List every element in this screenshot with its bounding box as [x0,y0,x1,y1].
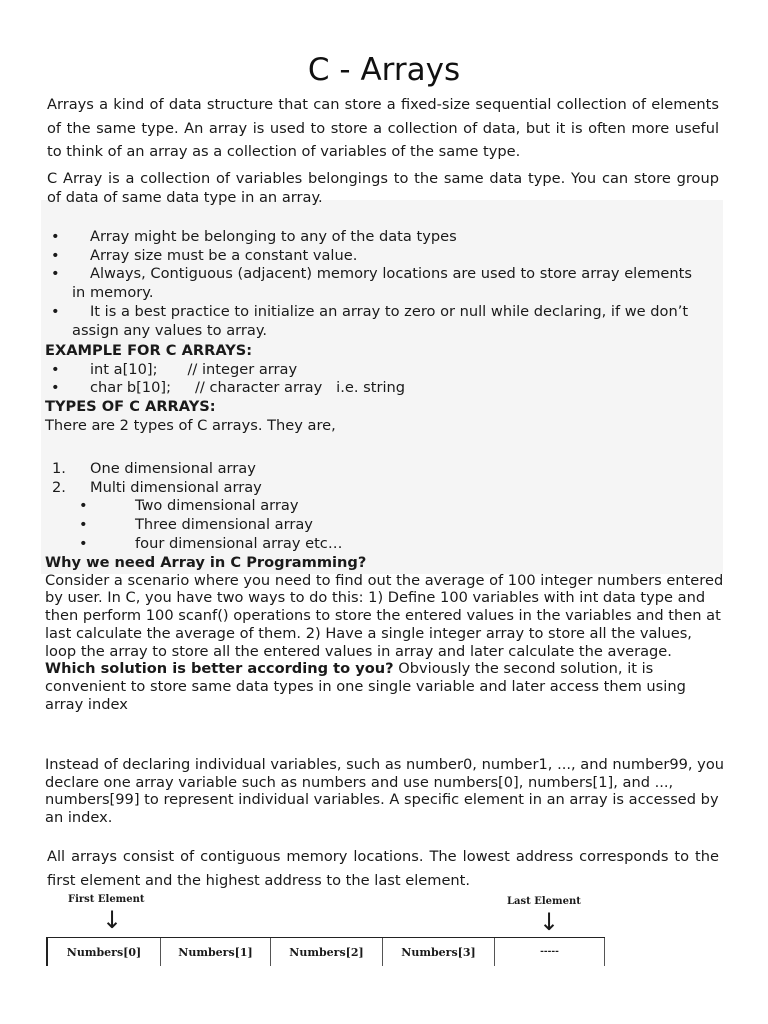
properties-list [45,228,725,340]
list-item: 1. One dimensional array [52,460,256,477]
list-item: • It is a best practice to initialize an array to zero or null while declaring, if we don’t [51,302,689,320]
types-heading: TYPES OF C ARRAYS: [45,398,216,416]
first-element-label: First Element [68,894,145,905]
last-element-label: Last Element [507,896,581,907]
list-item: • Array might be belonging to any of the data types [51,228,457,245]
code-comment: // integer array [187,360,298,378]
instead-paragraph: Instead of declaring individual variables, such as number0, number1, ..., and number99, you declare one array variable such as numbers and use numbers[0], numbers[1], and ..., numbers[99] to represent individual variables. A specific element in an array is accessed by an index. [45,756,724,827]
down-arrow-icon: ↓ [539,908,560,936]
array-cell: Numbers[0] [48,938,161,966]
list-item-continuation: in memory. [72,284,154,302]
sub-list-item: • Two dimensional array [79,497,299,515]
list-item: 2. Multi dimensional array [52,478,262,496]
list-item: • Always, Contiguous (adjacent) memory locations are used to store array elements [51,265,692,283]
array-cell: Numbers[3] [383,938,495,966]
sub-list-item: • Three dimensional array [79,516,313,534]
code-comment: // character array i.e. string [195,379,406,397]
example-heading: EXAMPLE FOR C ARRAYS: [45,342,253,359]
list-item: • char b[10]; // character array i.e. string [51,379,406,397]
contiguous-paragraph: All arrays consist of contiguous memory locations. The lowest address corresponds to the first element and the highest address to the last element. [47,848,719,889]
c-array-definition: C Array is a collection of variables belongings to the same data type. You can store group of data of same data type in an array. [47,170,719,206]
array-cells [46,937,605,966]
types-intro: There are 2 types of C arrays. They are, [45,416,336,434]
code-snippet: char b[10]; [90,379,171,397]
code-snippet: int a[10]; [90,360,158,378]
better-question: Which solution is better according to you? [45,660,394,678]
better-paragraph [45,660,725,713]
list-item-continuation: assign any values to array. [72,321,268,339]
why-heading: Why we need Array in C Programming? [45,554,367,571]
array-cell: ----- [495,938,605,966]
better-answer: Obviously the second solution, it is convenient to store same data types in one single variable and later access them using array index [45,660,686,713]
down-arrow-icon: ↓ [102,906,123,934]
array-cell: Numbers[1] [161,938,271,966]
example-section [45,342,725,436]
sub-list-item: • four dimensional array etc… [79,534,343,552]
array-cell: Numbers[2] [271,938,383,966]
types-list [45,460,725,554]
intro-paragraph: Arrays a kind of data structure that can store a fixed-size sequential collection of elements of the same type. An array is used to store a collection of data, but it is often more useful to think of an array as a collection of variables of the same type. [47,96,719,160]
why-section [45,554,725,713]
list-item: • Array size must be a constant value. [51,246,358,264]
list-item: • int a[10]; // integer array [51,360,298,378]
page-title: C - Arrays [307,52,461,88]
why-paragraph: Consider a scenario where you need to find out the average of 100 integer numbers entered by user. In C, you have two ways to do this: 1) Define 100 variables with int data type and then perform 100 scanf() operations to store the entered values in the variables and then at last calculate the average of them. 2) Have a single integer array to store all the values, loop the array to store all the entered values in array and later calculate the average. [45,571,724,660]
